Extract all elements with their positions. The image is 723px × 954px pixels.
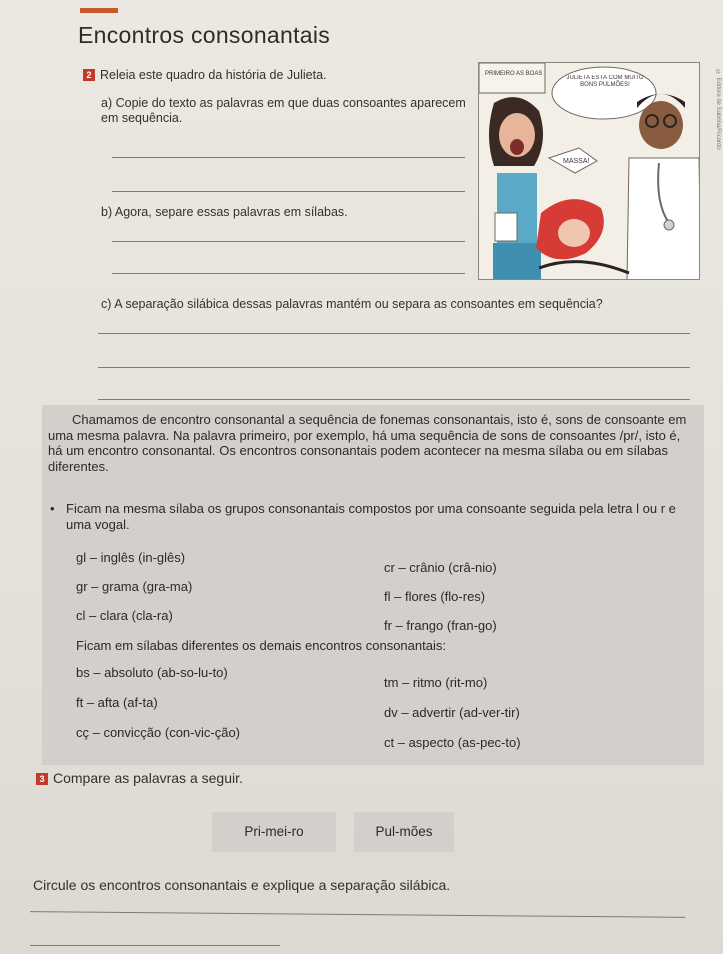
concept-paragraph-2 (50, 501, 696, 532)
example-item: dv – advertir (ad-ver-tir) (384, 705, 520, 720)
bullet: • (50, 501, 55, 516)
answer-line[interactable] (112, 241, 465, 242)
answer-line[interactable] (98, 333, 690, 334)
example-item: gr – grama (gra-ma) (76, 579, 193, 594)
question-2-intro (83, 68, 327, 83)
question-2a: a) Copie do texto as palavras em que duas consoantes aparecem em sequência. (101, 96, 466, 125)
question-3-badge: 3 (36, 773, 48, 785)
question-2c: c) A separação silábica dessas palavras mantém ou separa as consoantes em sequência? (101, 297, 603, 311)
answer-line[interactable] (112, 191, 465, 192)
concept-box (42, 405, 704, 765)
answer-line[interactable] (112, 157, 465, 158)
example-item: gl – inglês (in-glês) (76, 550, 186, 565)
example-item: bs – absoluto (ab-so-lu-to) (76, 665, 228, 680)
caption-box-text: PRIMEIRO AS BOAS (485, 71, 543, 77)
side-credit: © Editora de Sabrina/Ricardo (715, 70, 721, 150)
example-item: cl – clara (cla-ra) (76, 608, 173, 623)
question-2b: b) Agora, separe essas palavras em sílabas. (101, 205, 348, 219)
example-item: cr – crânio (crâ-nio) (384, 560, 497, 575)
example-item: cç – convicção (con-vic-ção) (76, 725, 240, 740)
question-3-instruction: Circule os encontros consonantais e explique a separação silábica. (33, 877, 451, 893)
answer-line[interactable] (30, 911, 685, 918)
concept-paragraph-3: Ficam em sílabas diferentes os demais encontros consonantais: (76, 638, 446, 653)
example-item: ft – afta (af-ta) (76, 695, 158, 710)
example-item: tm – ritmo (rit-mo) (384, 675, 488, 690)
accent-bar (80, 8, 118, 13)
question-3-prompt-text: Compare as palavras a seguir. (53, 770, 243, 786)
example-item: fr – frango (fran-go) (384, 618, 497, 633)
question-2-intro-text: Releia este quadro da história de Julieta. (100, 68, 327, 82)
word-box-primeiro[interactable]: Pri-mei-ro (212, 812, 336, 852)
comic-illustration (479, 63, 700, 280)
answer-line[interactable] (30, 945, 280, 946)
word-box-pulmoes[interactable]: Pul-mões (354, 812, 454, 852)
concept-paragraph-1: Chamamos de encontro consonantal a sequência de fonemas consonantais, isto é, sons de consoante em uma mesma palavra. Na palavra primeiro, por exemplo, há uma sequência de sons de consoantes /pr/, isto é, há um encontro consonantal. Os encontros consonantais podem acontecer na mesma sílaba ou em sílabas diferentes. (48, 412, 687, 474)
concept-paragraph-2-text: Ficam na mesma sílaba os grupos consonantais compostos por uma consoante seguida pela letra l ou r e uma vogal. (66, 501, 676, 532)
page-title: Encontros consonantais (78, 22, 331, 48)
shout-text: MASSA! (563, 158, 590, 165)
speech-balloon-text: JULIETA ESTÁ COM MUITO BONS PULMÕES! (566, 75, 644, 88)
question-3-prompt (36, 771, 243, 786)
comic-panel (478, 62, 700, 280)
answer-line[interactable] (98, 399, 690, 400)
answer-line[interactable] (98, 367, 690, 368)
example-item: fl – flores (flo-res) (384, 589, 486, 604)
example-item: ct – aspecto (as-pec-to) (384, 735, 521, 750)
answer-line[interactable] (112, 273, 465, 274)
question-2-badge: 2 (83, 69, 95, 81)
